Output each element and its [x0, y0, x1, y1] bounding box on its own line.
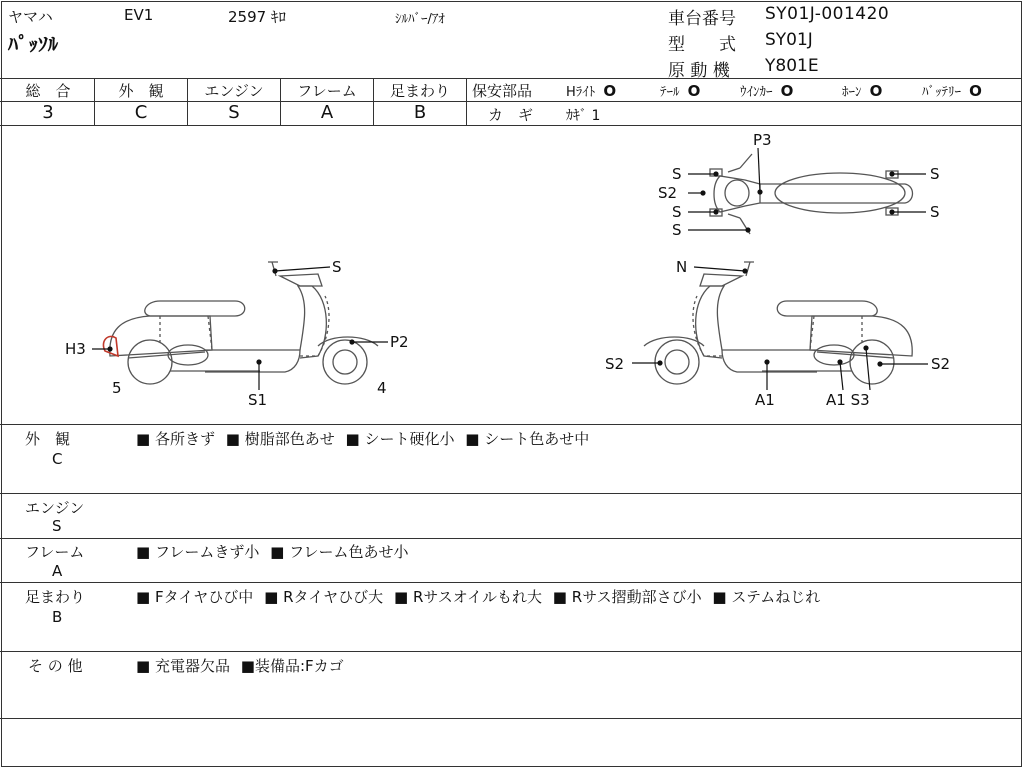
- grade-label-exterior: 外 観: [118, 82, 164, 100]
- label-5: 5: [112, 379, 122, 397]
- label-s2-front: S2: [605, 355, 625, 373]
- safety-status: O: [603, 82, 617, 100]
- mileage: 2597 ｷﾛ: [228, 8, 286, 26]
- type-label: 型 式: [668, 35, 736, 55]
- frame-no-label: 車台番号: [668, 9, 736, 29]
- label-top-s: S: [672, 165, 682, 183]
- divider: [0, 424, 1022, 425]
- safety-item-horn: [842, 81, 882, 100]
- divider: [0, 493, 1022, 494]
- divider: [0, 582, 1022, 583]
- label-top-s: S: [672, 203, 682, 221]
- key-label: カ ギ: [488, 106, 534, 124]
- label-top-s2: S2: [658, 184, 678, 202]
- label-top-s: S: [930, 165, 940, 183]
- note-items-frame: ■ フレームきず小 ■ フレーム色あせ小: [136, 543, 409, 561]
- type-value: SY01J: [765, 30, 813, 50]
- model-code: EV1: [124, 6, 154, 24]
- safety-status: O: [969, 82, 982, 100]
- divider: [466, 78, 467, 125]
- note-grade: A: [52, 562, 63, 580]
- note-items-exterior: ■ 各所きず ■ 樹脂部色あせ ■ シート硬化小 ■ シート色あせ中: [136, 430, 590, 448]
- grade-value-suspension: B: [413, 102, 427, 123]
- color: ｼﾙﾊﾞｰ/ｱｵ: [395, 12, 445, 27]
- grade-value-engine: S: [228, 102, 240, 123]
- grade-label-frame: フレーム: [297, 82, 357, 100]
- note-category: フレーム: [25, 543, 85, 561]
- safety-item-name: ﾎｰﾝ: [842, 85, 862, 100]
- safety-item-name: Hﾗｲﾄ: [566, 85, 596, 100]
- safety-item-name: ﾃｰﾙ: [660, 85, 680, 100]
- grade-label-engine: エンジン: [204, 82, 264, 100]
- divider: [468, 101, 1022, 102]
- label-top-s: S: [672, 221, 682, 239]
- label-s1: S1: [248, 391, 268, 409]
- divider: [0, 538, 1022, 539]
- grade-value-frame: A: [320, 102, 334, 123]
- note-category: 外 観: [25, 430, 71, 448]
- model-name: ﾊﾟｯｿﾙ: [8, 32, 58, 56]
- note-grade: S: [52, 517, 62, 535]
- scooter-right-side: [644, 262, 912, 384]
- note-category: 足まわり: [25, 588, 86, 606]
- divider: [0, 651, 1022, 652]
- note-grade: B: [52, 608, 63, 626]
- engine-value: Y801E: [765, 56, 819, 76]
- safety-item-tail: [660, 81, 700, 100]
- grade-value-overall: 3: [42, 102, 54, 123]
- label-n: N: [676, 258, 688, 276]
- label-h3: H3: [65, 340, 86, 358]
- safety-item-winker: [740, 81, 793, 100]
- scooter-left-side: [103, 262, 378, 384]
- grade-label-suspension: 足まわり: [389, 82, 450, 100]
- note-grade: C: [52, 450, 63, 468]
- label-p3: P3: [753, 131, 772, 149]
- safety-item-name: ｳｲﾝｶｰ: [740, 85, 773, 100]
- safety-status: O: [869, 82, 883, 100]
- grade-value-exterior: C: [134, 102, 148, 123]
- label-s2-rear: S2: [931, 355, 951, 373]
- safety-label: 保安部品: [472, 82, 533, 100]
- note-items-suspension: ■ Fタイヤひび中 ■ Rタイヤひび大 ■ Rサスオイルもれ大 ■ Rサス摺動部さび小 ■ ステムねじれ: [136, 588, 821, 606]
- grade-label-overall: 総 合: [25, 82, 71, 100]
- safety-status: O: [687, 82, 701, 100]
- safety-status: O: [780, 82, 794, 100]
- label-p2: P2: [390, 333, 409, 351]
- maker: ヤマハ: [8, 8, 53, 26]
- engine-label: 原 動 機: [668, 61, 730, 81]
- frame-no: SY01J-001420: [765, 4, 890, 24]
- note-items-other: ■ 充電器欠品 ■装備品:Fカゴ: [136, 657, 344, 675]
- note-category: そ の 他: [28, 657, 83, 675]
- label-a1: A1: [755, 391, 775, 409]
- scooter-top-view: [710, 154, 913, 234]
- key-value: ｶｷﾞ 1: [566, 108, 601, 124]
- label-4: 4: [377, 379, 387, 397]
- label-s-handle: S: [332, 258, 342, 276]
- note-category: エンジン: [25, 499, 85, 517]
- safety-item-headlight: [566, 81, 616, 100]
- safety-item-battery: [922, 81, 982, 100]
- label-a1-s3: A1 S3: [826, 391, 870, 409]
- divider: [0, 78, 1022, 79]
- divider: [0, 718, 1022, 719]
- safety-item-name: ﾊﾞｯﾃﾘｰ: [922, 85, 961, 100]
- damage-diagram: [0, 126, 1022, 424]
- label-top-s: S: [930, 203, 940, 221]
